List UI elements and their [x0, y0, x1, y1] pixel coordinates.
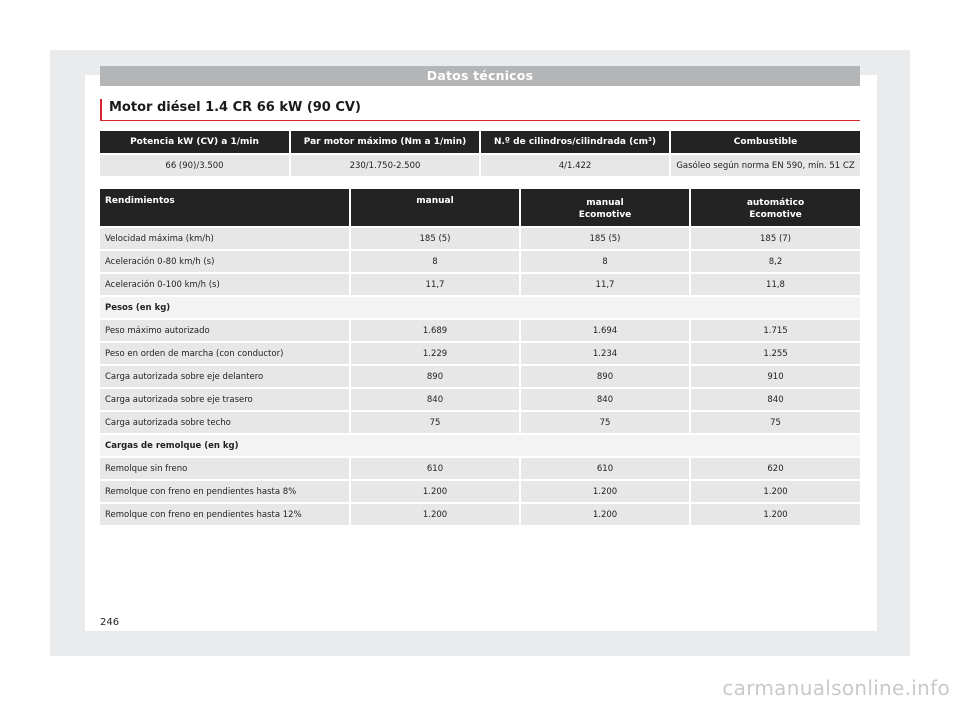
table-row	[100, 503, 860, 525]
table-cell: 1.234	[520, 342, 690, 365]
table-cell: 610	[350, 457, 520, 480]
row-label: Carga autorizada sobre techo	[100, 411, 350, 434]
row-label: Aceleración 0-100 km/h (s)	[100, 273, 350, 296]
engine-header-torque: Par motor máximo (Nm a 1/min)	[290, 131, 480, 154]
section-row-remolque	[100, 434, 860, 457]
table-cell: 840	[690, 388, 860, 411]
table-cell: 75	[350, 411, 520, 434]
perf-header-rendimientos: Rendimientos	[100, 189, 350, 227]
row-label: Remolque con freno en pendientes hasta 8%	[100, 480, 350, 503]
table-cell: 230/1.750-2.500	[290, 154, 480, 176]
row-label: Carga autorizada sobre eje delantero	[100, 365, 350, 388]
table-row	[100, 273, 860, 296]
performance-table	[100, 189, 860, 525]
section-title: Motor diésel 1.4 CR 66 kW (90 CV)	[100, 99, 860, 121]
page-number: 246	[100, 617, 120, 628]
chapter-header: Datos técnicos	[100, 66, 860, 86]
table-cell: 8,2	[690, 250, 860, 273]
engine-table	[100, 131, 860, 176]
table-cell: 1.715	[690, 319, 860, 342]
perf-header-manual-line2: Ecomotive	[578, 209, 632, 220]
table-row	[100, 319, 860, 342]
table-cell: 1.200	[350, 480, 520, 503]
perf-header-auto-line2: Ecomotive	[749, 209, 802, 220]
table-cell: 840	[350, 388, 520, 411]
table-cell: 11,7	[350, 273, 520, 296]
table-cell: 11,7	[520, 273, 690, 296]
perf-header-manual-ecomotive	[520, 189, 690, 227]
table-cell: 11,8	[690, 273, 860, 296]
table-cell: 4/1.422	[480, 154, 670, 176]
table-cell: 840	[520, 388, 690, 411]
table-cell: 8	[520, 250, 690, 273]
table-cell: 610	[520, 457, 690, 480]
table-cell: 66 (90)/3.500	[100, 154, 290, 176]
perf-header-manual: manual	[350, 189, 520, 227]
table-cell: 185 (5)	[350, 227, 520, 250]
table-row	[100, 411, 860, 434]
section-label: Cargas de remolque (en kg)	[100, 434, 860, 457]
table-cell: 1.200	[520, 480, 690, 503]
row-label: Peso máximo autorizado	[100, 319, 350, 342]
table-row	[100, 250, 860, 273]
table-cell: 185 (7)	[690, 227, 860, 250]
row-label: Aceleración 0-80 km/h (s)	[100, 250, 350, 273]
table-cell: 75	[520, 411, 690, 434]
table-cell: 1.200	[690, 480, 860, 503]
table-row	[100, 227, 860, 250]
table-cell: 8	[350, 250, 520, 273]
table-row	[100, 388, 860, 411]
table-cell: 1.229	[350, 342, 520, 365]
row-label: Remolque con freno en pendientes hasta 12%	[100, 503, 350, 525]
engine-header-fuel: Combustible	[670, 131, 860, 154]
perf-header-auto-ecomotive	[690, 189, 860, 227]
table-cell: 1.255	[690, 342, 860, 365]
row-label: Peso en orden de marcha (con conductor)	[100, 342, 350, 365]
watermark-text: carmanualsonline.info	[722, 676, 950, 700]
table-row	[100, 342, 860, 365]
engine-header-power: Potencia kW (CV) a 1/min	[100, 131, 290, 154]
table-cell: 620	[690, 457, 860, 480]
table-cell: 1.689	[350, 319, 520, 342]
table-cell: 185 (5)	[520, 227, 690, 250]
table-cell: 910	[690, 365, 860, 388]
section-row-pesos	[100, 296, 860, 319]
perf-header-auto-line1: automático	[746, 197, 805, 208]
table-cell: 75	[690, 411, 860, 434]
table-cell: 1.694	[520, 319, 690, 342]
table-row	[100, 457, 860, 480]
table-cell: 890	[350, 365, 520, 388]
engine-header-cylinders: N.º de cilindros/cilindrada (cm³)	[480, 131, 670, 154]
table-cell: 890	[520, 365, 690, 388]
perf-header-manual-line1: manual	[586, 197, 624, 208]
table-cell: 1.200	[690, 503, 860, 525]
table-row	[100, 154, 860, 176]
row-label: Remolque sin freno	[100, 457, 350, 480]
table-cell: 1.200	[520, 503, 690, 525]
row-label: Carga autorizada sobre eje trasero	[100, 388, 350, 411]
table-row	[100, 480, 860, 503]
table-row	[100, 365, 860, 388]
table-cell: Gasóleo según norma EN 590, mín. 51 CZ	[670, 154, 860, 176]
table-cell: 1.200	[350, 503, 520, 525]
row-label: Velocidad máxima (km/h)	[100, 227, 350, 250]
section-label: Pesos (en kg)	[100, 296, 860, 319]
